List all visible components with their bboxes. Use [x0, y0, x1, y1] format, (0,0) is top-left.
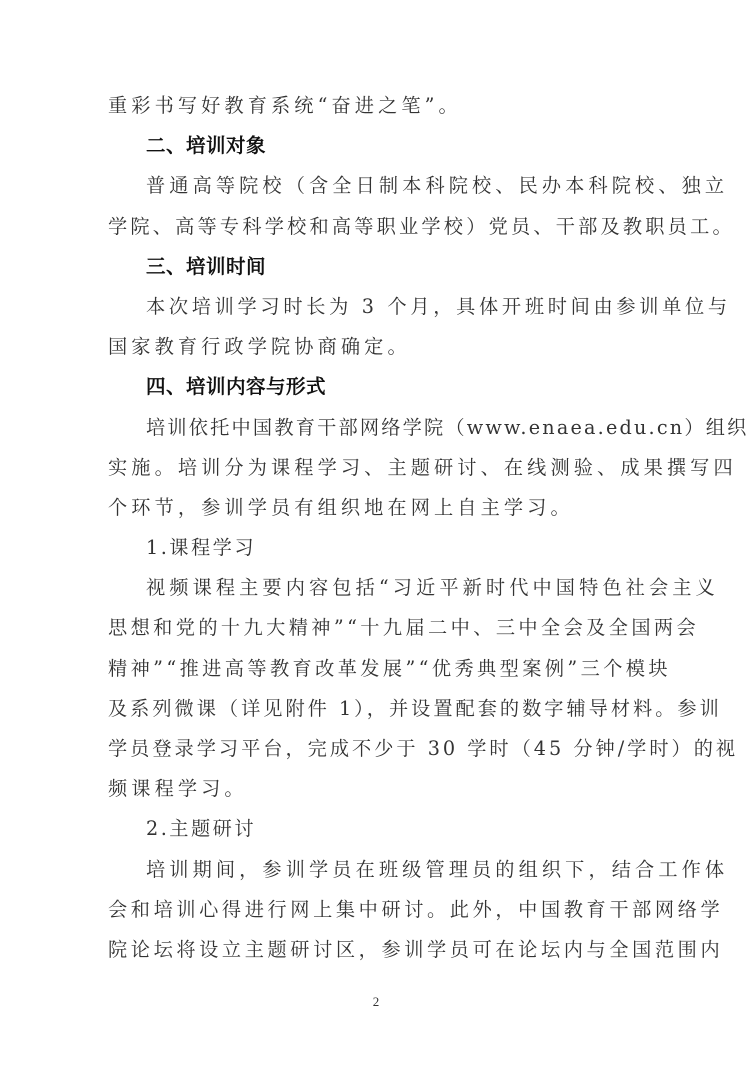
section-heading-content-format: 四、培训内容与形式 — [146, 375, 327, 399]
section-heading-audience: 二、培训对象 — [146, 134, 267, 158]
paragraph-line: 国家教育行政学院协商确定。 — [108, 335, 411, 359]
paragraph-line: 实施。培训分为课程学习、主题研讨、在线测验、成果撰写四 — [108, 455, 737, 479]
paragraph-line: 思想和党的十九大精神”“十九届二中、三中全会及全国两会 — [108, 616, 700, 640]
paragraph-line: 培训依托中国教育干部网络学院（www.enaea.edu.cn）组织 — [146, 415, 749, 439]
paragraph-line: 频课程学习。 — [108, 777, 248, 801]
paragraph-line: 学员登录学习平台，完成不少于 30 学时（45 分钟/学时）的视 — [108, 737, 739, 760]
paragraph-line: 会和培训心得进行网上集中研讨。此外，中国教育干部网络学 — [108, 897, 724, 921]
paragraph-line: 精神”“推进高等教育改革发展”“优秀典型案例”三个模块 — [108, 656, 671, 680]
paragraph-line: 视频课程主要内容包括“习近平新时代中国特色社会主义 — [146, 576, 719, 600]
paragraph-line: 普通高等院校（含全日制本科院校、民办本科院校、独立 — [146, 174, 729, 198]
paragraph-line: 重彩书写好教育系统“奋进之笔”。 — [108, 94, 462, 117]
paragraph-line: 培训期间，参训学员在班级管理员的组织下，结合工作体 — [146, 857, 729, 881]
page-number: 2 — [372, 994, 380, 1009]
paragraph-line: 本次培训学习时长为 3 个月，具体开班时间由参训单位与 — [146, 294, 731, 318]
section-heading-time: 三、培训时间 — [146, 254, 267, 278]
subsection-heading-topic-discussion: 2.主题研讨 — [146, 817, 257, 841]
paragraph-line: 个环节，参训学员有组织地在网上自主学习。 — [108, 495, 574, 519]
page-body — [108, 86, 749, 970]
subsection-heading-course-study: 1.课程学习 — [146, 536, 257, 560]
paragraph-line: 院论坛将设立主题研讨区，参训学员可在论坛内与全国范围内 — [108, 937, 724, 961]
paragraph-line: 及系列微课（详见附件 1），并设置配套的数字辅导材料。参训 — [108, 696, 722, 720]
paragraph-line: 学院、高等专科学校和高等职业学校）党员、干部及教职员工。 — [108, 214, 735, 238]
